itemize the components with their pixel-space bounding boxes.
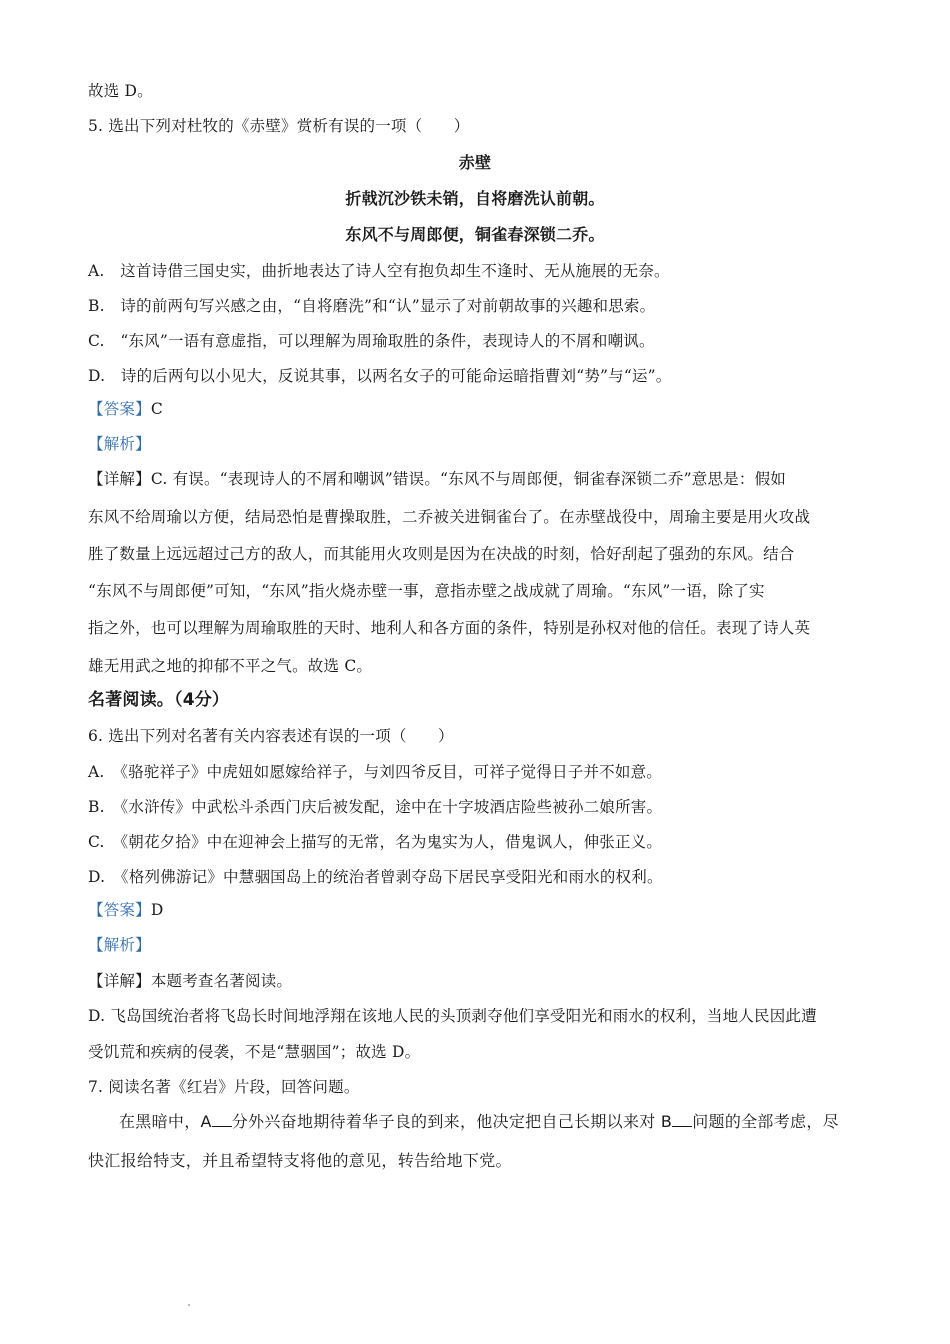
detail-text: C. 有误。“表现诗人的不屑和嘲讽”错误。“东风不与周郎便，铜雀春深锁二乔”意思是：假如	[150, 470, 786, 488]
q6-option-d: D. 《格列佛游记》中慧骃国岛上的统治者曾剥夺岛下居民享受阳光和雨水的权利。	[88, 868, 663, 886]
q5-detail-line-5: 指之外，也可以理解为周瑜取胜的天时、地利人和各方面的条件，特别是孙权对他的信任。表现了诗人英	[88, 619, 811, 637]
detail-text: 本题考查名著阅读。	[150, 972, 293, 990]
q5-detail-line-1	[88, 468, 862, 490]
q5-detail-line-3: 胜了数量上远远超过己方的敌人，而其能用火攻则是因为在决战的时刻，恰好刮起了强劲的东风。结合	[88, 545, 795, 563]
answer-tag: 【答案】	[88, 901, 151, 919]
q7-question: 7. 阅读名著《红岩》片段，回答问题。	[88, 1078, 360, 1096]
q6-answer	[88, 899, 862, 921]
poem-line-1: 折戟沉沙铁未销，自将磨洗认前朝。	[345, 189, 605, 208]
q5-option-d: D. 诗的后两句以小见大，反说其事，以两名女子的可能命运暗指曹刘“势”与“运”。	[88, 367, 672, 385]
q6-option-b: B. 《水浒传》中武松斗杀西门庆后被发配，途中在十字坡酒店险些被孙二娘所害。	[88, 798, 663, 816]
q5-option-b: B. 诗的前两句写兴感之由，“自将磨洗”和“认”显示了对前朝故事的兴趣和思索。	[88, 297, 656, 315]
poem-line-2: 东风不与周郎便，铜雀春深锁二乔。	[345, 225, 605, 244]
q5-detail-line-6: 雄无用武之地的抑郁不平之气。故选 C。	[88, 657, 373, 675]
q5-option-c: C. “东风”一语有意虚指，可以理解为周瑜取胜的条件，表现诗人的不屑和嘲讽。	[88, 332, 655, 350]
blank-a	[212, 1112, 232, 1127]
analysis-tag: 【解析】	[88, 435, 151, 453]
q6-detail-line-2: D. 飞岛国统治者将飞岛长时间地浮翔在该地人民的头顶剥夺他们享受阳光和雨水的权利，当地人民因此遭	[88, 1007, 817, 1025]
q5-answer	[88, 398, 862, 420]
q6-detail-line-1	[88, 970, 862, 992]
passage-mid-2: 问题的全部考虑，尽	[692, 1112, 839, 1131]
answer-value: C	[150, 400, 163, 418]
q6-option-a: A. 《骆驼祥子》中虎妞如愿嫁给祥子，与刘四爷反目，可祥子觉得日子并不如意。	[88, 763, 662, 781]
q5-option-a: A. 这首诗借三国史实，曲折地表达了诗人空有抱负却生不逢时、无从施展的无奈。	[88, 262, 670, 280]
passage-mid-1: 分外兴奋地期待着华子良的到来，他决定把自己长期以来对 B	[231, 1112, 673, 1131]
q5-detail-line-4: “东风不与周郎便”可知，“东风”指火烧赤壁一事，意指赤壁之战成就了周瑜。“东风”一语，除了实	[88, 582, 765, 600]
q5-detail-line-2: 东风不给周瑜以方便，结局恐怕是曹操取胜，二乔被关进铜雀台了。在赤壁战役中，周瑜主要是用火攻战	[88, 508, 811, 526]
q7-passage-line-1	[88, 1111, 862, 1133]
detail-tag: 【详解】	[88, 972, 151, 990]
prev-conclusion: 故选 D。	[88, 82, 153, 100]
blank-b	[672, 1112, 692, 1127]
q6-detail-line-3: 受饥荒和疾病的侵袭，不是“慧骃国”；故选 D。	[88, 1043, 421, 1061]
poem-title: 赤壁	[458, 153, 492, 172]
q5-analysis	[88, 433, 862, 455]
q6-analysis	[88, 934, 862, 956]
passage-start: 在黑暗中，A	[119, 1112, 212, 1131]
detail-tag: 【详解】	[88, 470, 151, 488]
page-mark	[188, 1304, 190, 1306]
section-heading: 名著阅读。（4分）	[88, 690, 230, 710]
q6-option-c: C. 《朝花夕拾》中在迎神会上描写的无常，名为鬼实为人，借鬼讽人，伸张正义。	[88, 833, 663, 851]
q6-question: 6. 选出下列对名著有关内容表述有误的一项（ ）	[88, 727, 454, 745]
analysis-tag: 【解析】	[88, 936, 151, 954]
q5-question: 5. 选出下列对杜牧的《赤壁》赏析有误的一项（ ）	[88, 117, 470, 135]
answer-tag: 【答案】	[88, 400, 151, 418]
q7-passage-line-2: 快汇报给特支，并且希望特支将他的意见，转告给地下党。	[88, 1151, 512, 1170]
answer-value: D	[150, 901, 164, 919]
